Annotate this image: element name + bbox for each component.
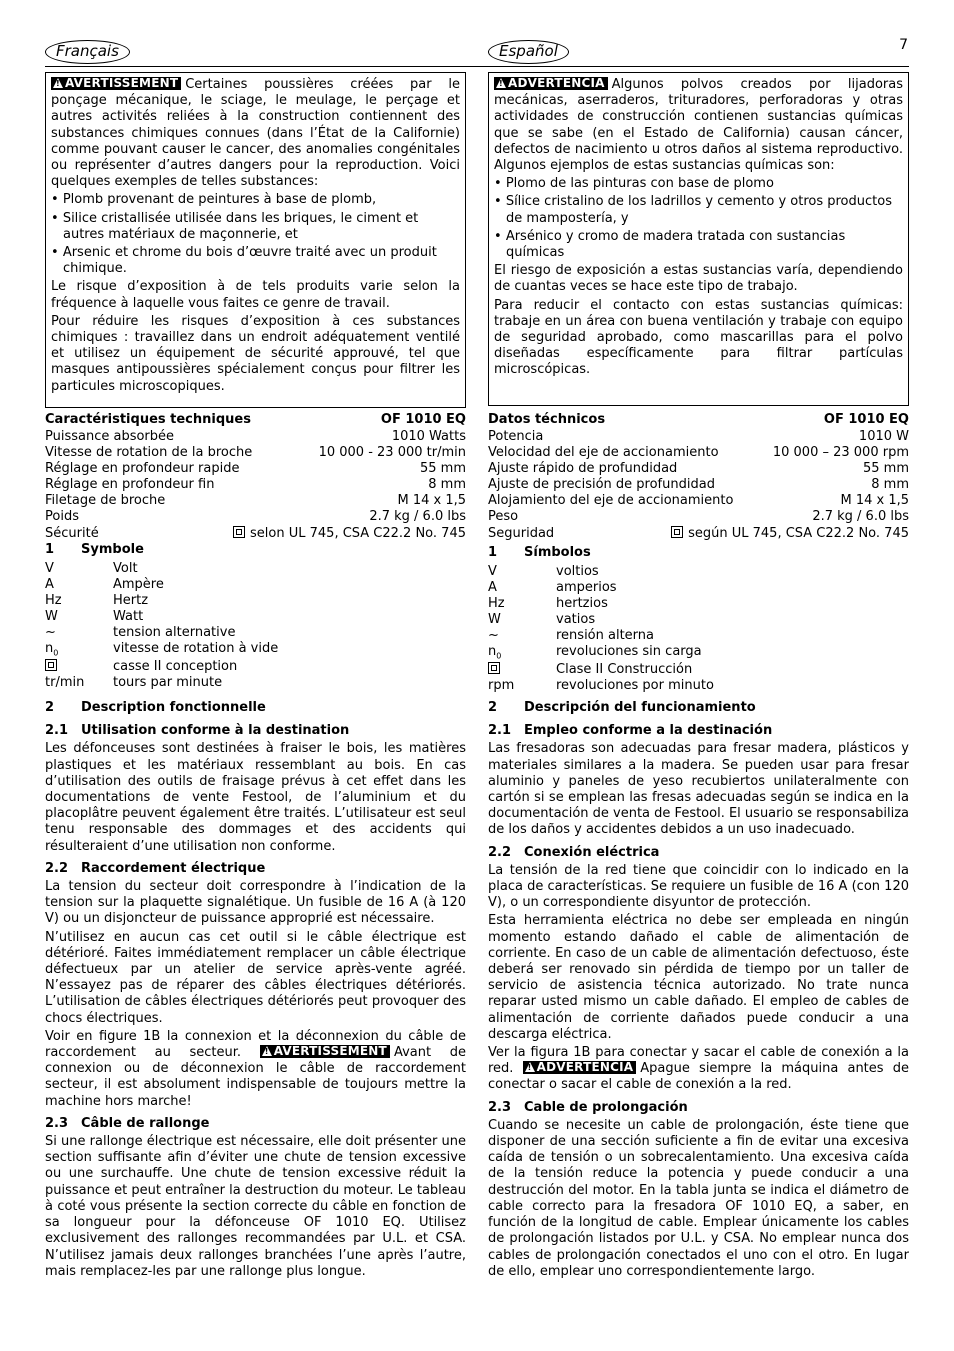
paragraph: La tensión de la red tiene que coincidir con lo indicado en la placa de características. Se requiere un fusible de 16 A (con 120 V), o un correspondiente disyuntor de protección. (488, 862, 909, 911)
paragraph: Cuando se necesite un cable de prolongación, éste tiene que disponer de una sección suficiente a fin de evitar una excesiva caída de tensión o un sobrecalentamiento. Una excesiva caída de la tensión reduce la potencia y puede conducir a una destrucción del motor. En la tabla junta se indica el diámetro de cable correcto para la fresadora OF 1010 EQ, a saber, en función de la longitud de cable. Emplear únicamente los cables de prolongación listados por U.L. y CSA. No emplear nunca dos cables de prolongación conectados el uno con el otro. En lugar de ello, emplear uno correspondientemente largo. (488, 1117, 909, 1279)
tech-row: Filetage de broche M 14 x 1,5 (45, 493, 466, 508)
paragraph: N’utilisez en aucun cas cet outil si le câble électrique est détérioré. Faites immédiatement remplacer un câble électrique défectueux par un atelier de service après-vente agréé. N’essayez pas de réparer des câbles électriques détériorés. L’utilisation de câbles électriques détériorés peut provoquer des chocs électriques. (45, 929, 466, 1026)
tech-row: Réglage en profondeur fin 8 mm (45, 477, 466, 492)
list-item: • Silice cristallisée utilisée dans les briques, le ciment et autres matériaux de maçonnerie, et (51, 210, 419, 242)
paragraph: Si une rallonge électrique est nécessaire, elle doit présenter une section suffisante afin d’éviter une chute de tension excessive ou une surchauffe. Une chute de tension excessive réduit la puissance et peut entraîner la destruction du moteur. Le tableau à coté vous présente la section correcte du câble en fonction de sa longueur pour la défonceuse OF 1010 EQ. Utilisez exclusivement des rallonges recommandées par U.L. et CSA. N’utilisez jamais deux rallonges branchées l’une après l’autre, mais remplacez-les par une rallonge plus longue. (45, 1134, 466, 1279)
symbol-row: rpm revoluciones por minuto (488, 678, 714, 694)
tech-row: Ajuste de precisión de profundidad 8 mm (488, 477, 909, 492)
tech-data-french (45, 411, 466, 543)
paragraph: Esta herramienta eléctrica no debe ser empleada en ningún momento estando dañado el cable de alimentación de corriente. En caso de un cable de alimentación defectuoso, éste deberá ser renovado sin pérdida de tiempo por un taller de servicio de asistencia técnica autorizado. No trate nunca reparar usted mismo un cable dañado. El empleo de cables de alimentación de corriente dañados puede conducir a una descarga eléctrica. (488, 913, 909, 1042)
warning-intro: !ADVERTENCIA Algunos polvos creados por lijadoras mecánicas, aserraderos, trituradores, perforadoras y otras actividades de construcción contienen sustancias químicas que se sabe (en el Estado de California) causan cáncer, defectos de nacimiento u otros daños al sistema reproductivo. Algunos ejemplos de estas sustancias químicas son: (494, 77, 903, 174)
symbol-row: W Watt (45, 609, 144, 625)
tech-row: Réglage en profondeur rapide 55 mm (45, 461, 466, 476)
tech-row: Velocidad del eje de accionamiento 10 000 – 23 000 rpm (488, 445, 909, 460)
tech-row: Potencia 1010 W (488, 429, 909, 444)
section-heading: 1 Símbolos (488, 545, 591, 560)
warning-box-spanish (488, 72, 909, 406)
list-item: • Plomb provenant de peintures à base de plomb, (51, 192, 377, 208)
warning-box-french (45, 72, 466, 408)
warning-paragraph: Pour réduire les risques d’exposition à ces substances chimiques : travaillez dans un endroit adéquatement ventilé et utilisez un équipement de sécurité approuvé, tel que masques antipoussières spécialement conçus pour filtrer les particules microscopiques. (51, 313, 460, 394)
paragraph: Las fresadoras son adecuadas para fresar madera, plásticos y materiales similares a la madera. Se pueden usar para fresar aluminio y paneles de yeso recubiertos unilateralmente con cartón si se emplean las fresas adecuadas según se indica en la documentación de venta de Festool. El usuario se responsabiliza de los daños y accidentes debidos a un uso inadecuado. (488, 741, 909, 838)
tech-header: Caractéristiques techniques OF 1010 EQ (45, 412, 466, 427)
subsection-heading: 2.1 Utilisation conforme à la destination (45, 723, 350, 739)
class-ii-icon (233, 526, 245, 538)
tech-row: Puissance absorbée 1010 Watts (45, 429, 466, 444)
tech-header: Datos téchnicos OF 1010 EQ (488, 412, 909, 427)
sections-spanish (488, 700, 909, 1280)
warning-triangle-icon (525, 1062, 535, 1072)
tech-data-spanish (488, 411, 909, 543)
paragraph: Voir en figure 1B la connexion et la déconnexion du câble de raccordement au secteur. ! AVERTISSEMENT Avant de connexion ou de déconnexion le câble de raccordement secteur, il est absolument indispensable de toujours mettre la machine hors marche! (45, 1029, 466, 1110)
warning-triangle-icon (496, 78, 506, 88)
warning-badge: !AVERTISSEMENT (51, 77, 181, 90)
tech-row-safety: Seguridad según UL 745, CSA C22.2 No. 745 (488, 526, 909, 541)
tech-row-safety: Sécurité selon UL 745, CSA C22.2 No. 745 (45, 526, 466, 541)
warning-intro: !AVERTISSEMENT Certaines poussières créées par le ponçage mécanique, le sciage, le meulage, le perçage et autres activités reliées à la construction contiennent des substances chimiques connues (dans l’État de la Californie) comme pouvant causer le cancer, des anomalies congénitales ou représenter d’autres dangers pour la reproduction. Voici quelques exemples de telles substances: (51, 77, 460, 190)
symbol-row: $n_0$ vitesse de rotation à vide (45, 641, 279, 658)
symbols-section-french (45, 542, 466, 691)
warning-paragraph: El riesgo de exposición a estas sustancias varía, dependiendo de cuantas veces se hace este tipo de trabajo. (494, 263, 903, 295)
symbol-row: ~ tension alternative (45, 625, 236, 641)
symbol-row: casse II conception (45, 659, 466, 675)
language-label-french: Français (45, 40, 130, 64)
warning-badge: ! ADVERTENCIA (523, 1061, 637, 1074)
warning-badge: ! AVERTISSEMENT (260, 1045, 390, 1058)
subsection-heading: 2.1 Empleo conforme a la destinación (488, 723, 773, 739)
symbol-row: A amperios (488, 580, 617, 596)
paragraph: La tension du secteur doit correspondre à l’indication de la tension sur la plaquette signalétique. Un fusible de 16 A (à 120 V) ou un disjoncteur de puissance approprié est nécessaire. (45, 879, 466, 927)
warning-badge: !ADVERTENCIA (494, 77, 608, 90)
list-item: • Arsenic et chrome du bois d’œuvre traité avec un produit chimique. (51, 245, 437, 277)
page-number: 7 (899, 37, 908, 53)
tech-row: Ajuste rápido de profundidad 55 mm (488, 461, 909, 476)
warning-paragraph: Para reducir el contacto con estas sustancias químicas: trabaje en un área con buena ventilación y trabaje con equipo de seguridad aprobado, como mascarillas para el polvo diseñadas específicamente para filtrar partículas microscópicas. (494, 297, 903, 378)
warning-paragraph: Le risque d’exposition à de tels produits varie selon la fréquence à laquelle vous faites ce genre de travail. (51, 279, 460, 311)
class-ii-icon (45, 659, 57, 671)
tech-row: Alojamiento del eje de accionamiento M 14 x 1,5 (488, 493, 909, 508)
symbol-row: W vatios (488, 612, 596, 628)
sections-french (45, 700, 466, 1280)
subsection-heading: 2.3 Câble de rallonge (45, 1115, 210, 1131)
warning-triangle-icon (262, 1046, 272, 1056)
subsection-heading: 2.2 Conexión eléctrica (488, 844, 660, 860)
warning-list (494, 176, 903, 261)
subsection-heading: 2.2 Raccordement électrique (45, 860, 266, 876)
list-item: • Plomo de las pinturas con base de plomo (494, 176, 774, 192)
symbol-row: $n_0$ revoluciones sin carga (488, 644, 702, 661)
tech-row: Peso 2.7 kg / 6.0 lbs (488, 509, 909, 524)
language-label-spanish: Español (488, 40, 569, 64)
list-item: • Arsénico y cromo de madera tratada con sustancias químicas (494, 228, 846, 261)
paragraph: Les défonceuses sont destinées à fraiser le bois, les matières plastiques et les matériaux ressemblant au bois. En cas d’utilisation des outils de fraisage prévus à cet effet dans les documentations de vente Festool, de l’aluminium et du placoplâtre peuvent également être traités. L’utilisateur est seul tenu responsable des dommages et des accidents qui résulteraient d’une utilisation non conforme. (45, 741, 466, 854)
tech-row: Vitesse de rotation de la broche 10 000 - 23 000 tr/min (45, 445, 466, 460)
symbol-row: V voltios (488, 564, 599, 580)
symbol-row: A Ampère (45, 577, 164, 593)
warning-list (51, 192, 460, 277)
class-ii-icon (488, 662, 500, 674)
subsection-heading: 2.3 Cable de prolongación (488, 1099, 688, 1115)
symbol-row: V Volt (45, 561, 138, 577)
symbol-row: ~ rensión alterna (488, 628, 655, 644)
symbol-row: Hz Hertz (45, 593, 149, 609)
section-heading: 2 Description fonctionnelle (45, 700, 266, 715)
symbol-row: Clase II Construcción (488, 662, 909, 678)
symbol-row: tr/min tours par minute (45, 675, 223, 691)
warning-triangle-icon (53, 78, 63, 88)
list-item: • Sílice cristalino de los ladrillos y cemento y otros productos de mampostería, y (494, 194, 892, 226)
tech-row: Poids 2.7 kg / 6.0 lbs (45, 509, 466, 524)
section-heading: 1 Symbole (45, 542, 144, 557)
class-ii-icon (671, 526, 683, 538)
header-rule (45, 66, 909, 67)
symbol-row: Hz hertzios (488, 596, 608, 612)
section-heading: 2 Descripción del funcionamiento (488, 700, 756, 715)
symbols-section-spanish (488, 545, 909, 694)
paragraph: Ver la figura 1B para conectar y sacar el cable de conexión a la red. ! ADVERTENCIA Apague siempre la máquina antes de conectar o sacar el cable de conexión a la red. (488, 1045, 909, 1094)
